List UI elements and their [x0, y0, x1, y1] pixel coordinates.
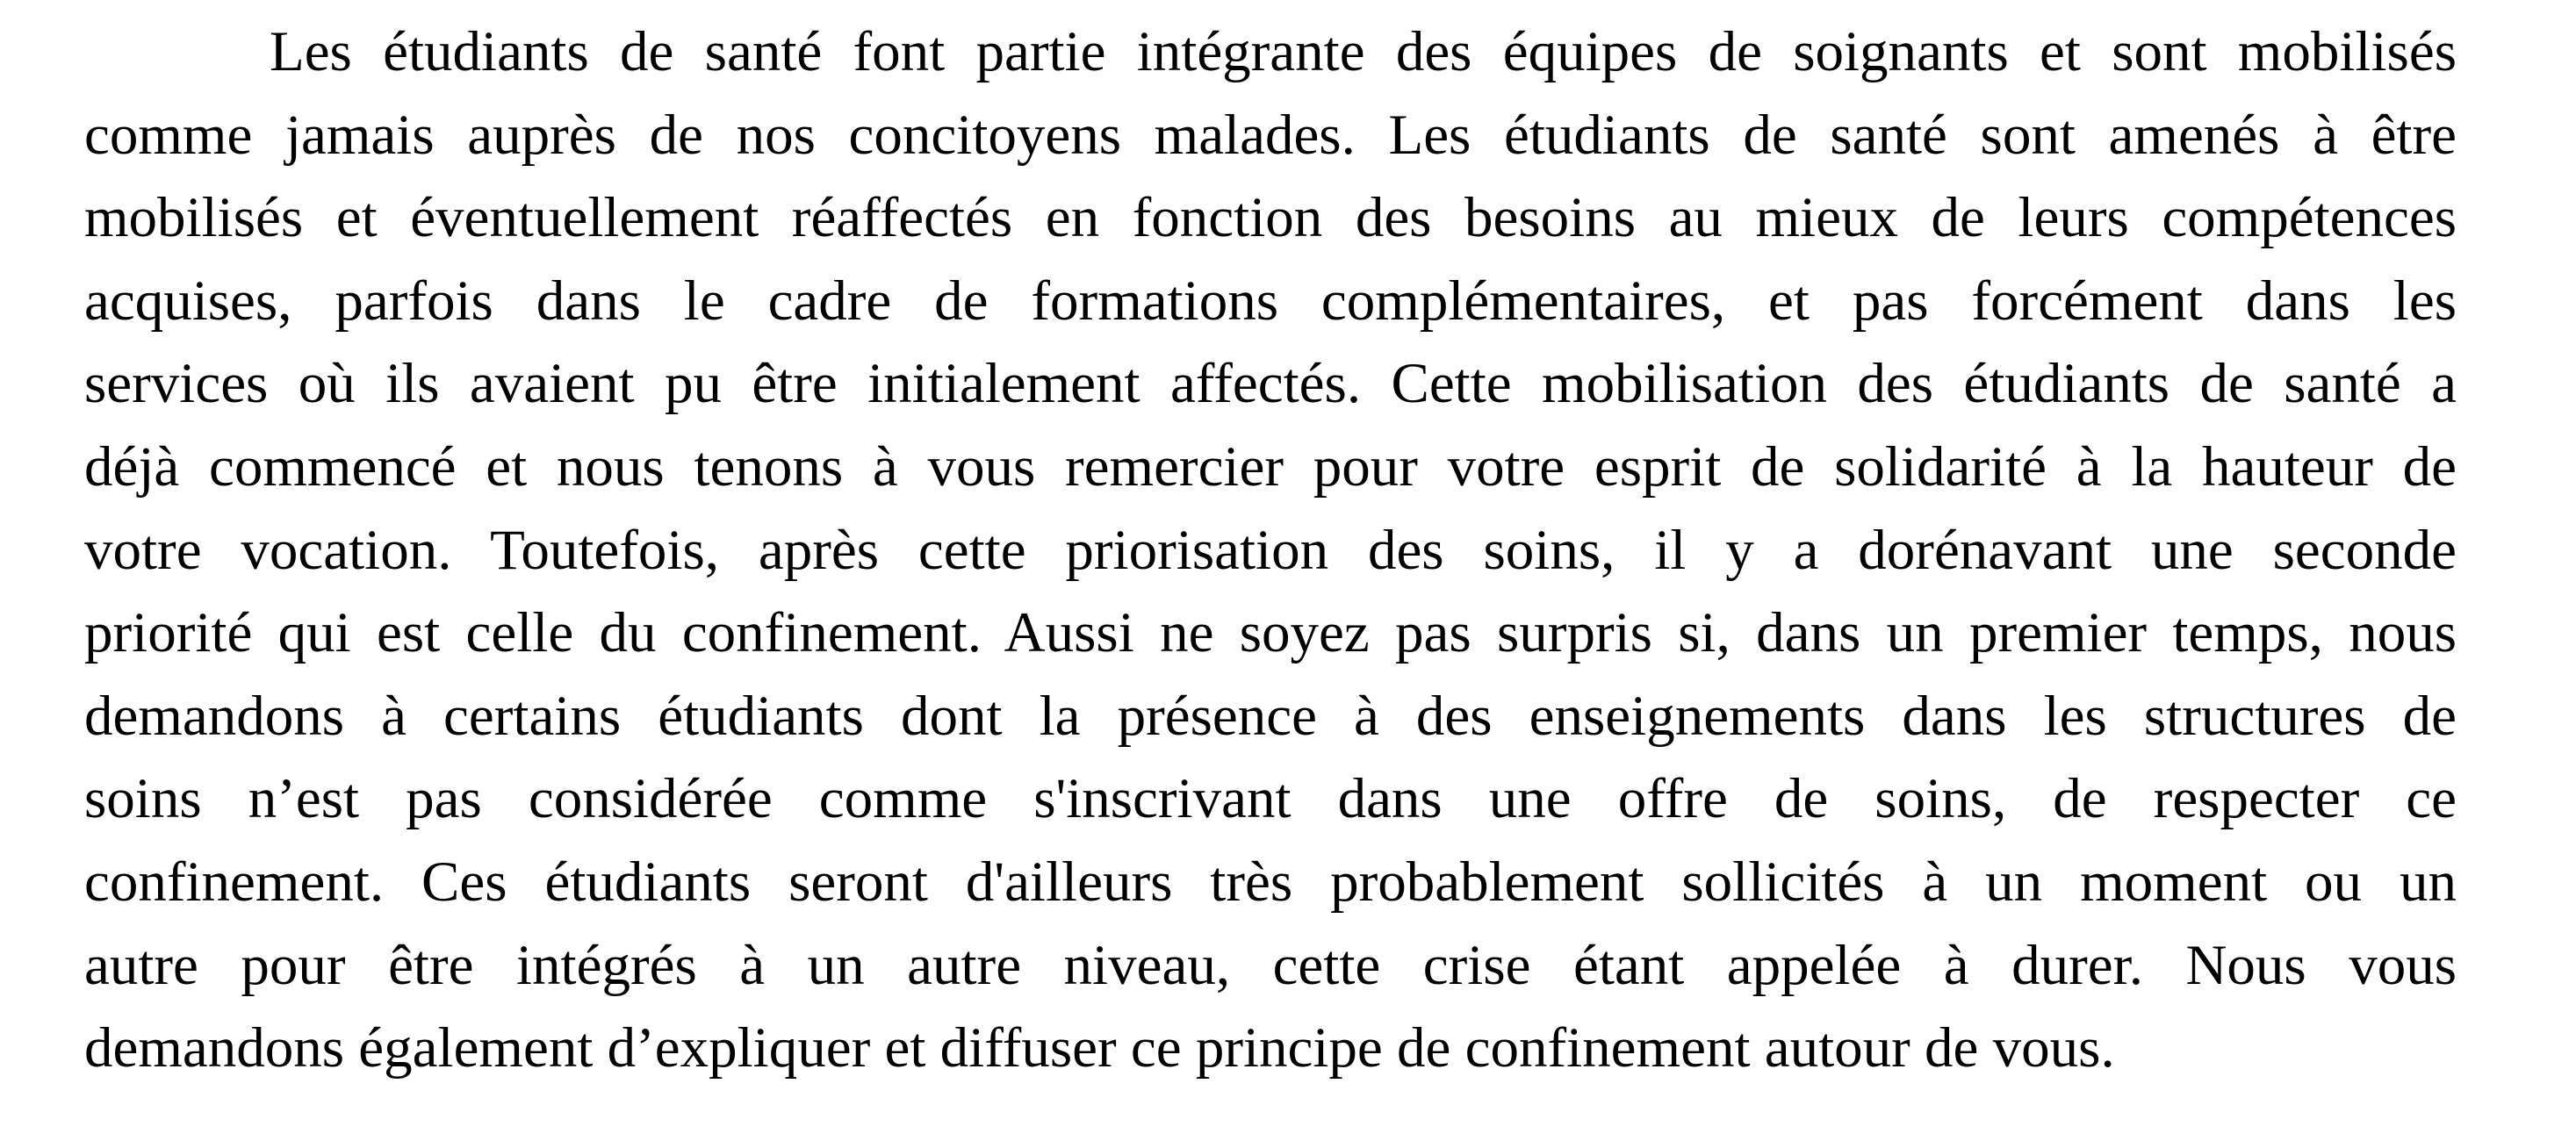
paragraph-line: demandons à certains étudiants dont la présence à des enseignements dans les structures de	[84, 684, 2457, 748]
paragraph-line: mobilisés et éventuellement réaffectés en fonction des besoins au mieux de leurs compétences	[84, 186, 2457, 250]
body-paragraph	[84, 11, 2457, 1090]
paragraph-line: soins n’est pas considérée comme s'inscrivant dans une offre de soins, de respecter ce	[84, 767, 2457, 831]
paragraph-line: priorité qui est celle du confinement. Aussi ne soyez pas surpris si, dans un premier temps, nous	[84, 601, 2457, 665]
paragraph-line: déjà commencé et nous tenons à vous remercier pour votre esprit de solidarité à la hauteur de	[84, 434, 2457, 499]
paragraph-line: confinement. Ces étudiants seront d'ailleurs très probablement sollicités à un moment ou un	[84, 850, 2457, 914]
paragraph-line: comme jamais auprès de nos concitoyens malades. Les étudiants de santé sont amenés à être	[84, 103, 2457, 167]
paragraph-line: demandons également d’expliquer et diffuser ce principe de confinement autour de vous.	[84, 1016, 2115, 1080]
paragraph-line: votre vocation. Toutefois, après cette priorisation des soins, il y a dorénavant une seconde	[84, 518, 2457, 582]
document-page	[84, 11, 2457, 1090]
paragraph-line: acquises, parfois dans le cadre de formations complémentaires, et pas forcément dans les	[84, 269, 2457, 333]
paragraph-line: Les étudiants de santé font partie intégrante des équipes de soignants et sont mobilisés	[270, 20, 2457, 83]
paragraph-line: autre pour être intégrés à un autre niveau, cette crise étant appelée à durer. Nous vous	[84, 933, 2457, 997]
paragraph-line: services où ils avaient pu être initialement affectés. Cette mobilisation des étudiants de santé a	[84, 352, 2457, 416]
